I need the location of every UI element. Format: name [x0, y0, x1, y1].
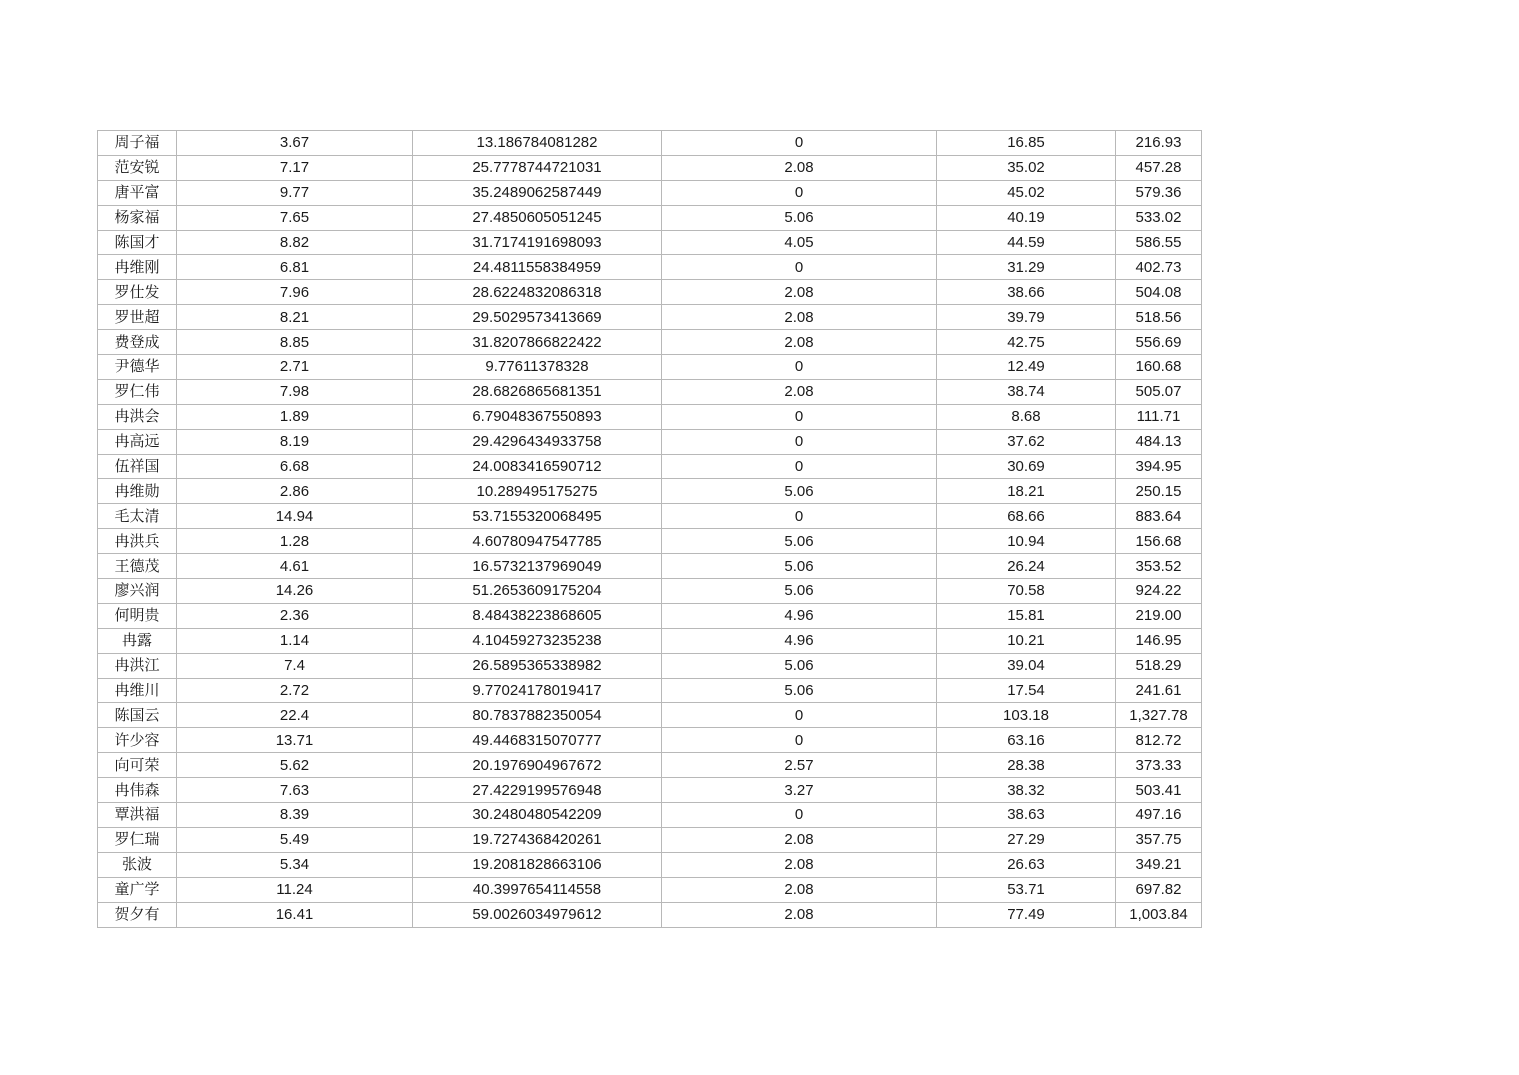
value-cell-4: 30.69 — [937, 454, 1116, 479]
value-cell-1: 6.68 — [177, 454, 413, 479]
value-cell-4: 12.49 — [937, 355, 1116, 380]
table-row — [98, 778, 1202, 803]
value-cell-3: 2.08 — [662, 827, 937, 852]
table-row — [98, 379, 1202, 404]
value-cell-2: 31.8207866822422 — [413, 330, 662, 355]
table-row — [98, 529, 1202, 554]
value-cell-4: 38.66 — [937, 280, 1116, 305]
value-cell-1: 5.49 — [177, 827, 413, 852]
value-cell-5: 146.95 — [1116, 628, 1202, 653]
value-cell-1: 2.86 — [177, 479, 413, 504]
value-cell-1: 8.85 — [177, 330, 413, 355]
table-row — [98, 877, 1202, 902]
name-cell: 毛太清 — [98, 504, 177, 529]
value-cell-1: 1.28 — [177, 529, 413, 554]
value-cell-2: 30.2480480542209 — [413, 803, 662, 828]
value-cell-4: 68.66 — [937, 504, 1116, 529]
value-cell-4: 39.04 — [937, 653, 1116, 678]
name-cell: 冉洪兵 — [98, 529, 177, 554]
value-cell-5: 457.28 — [1116, 155, 1202, 180]
value-cell-4: 26.24 — [937, 554, 1116, 579]
table-body — [98, 131, 1202, 928]
value-cell-4: 39.79 — [937, 305, 1116, 330]
value-cell-4: 38.74 — [937, 379, 1116, 404]
value-cell-5: 586.55 — [1116, 230, 1202, 255]
name-cell: 罗仕发 — [98, 280, 177, 305]
value-cell-5: 504.08 — [1116, 280, 1202, 305]
value-cell-3: 5.06 — [662, 678, 937, 703]
value-cell-4: 40.19 — [937, 205, 1116, 230]
value-cell-1: 3.67 — [177, 131, 413, 156]
value-cell-2: 25.7778744721031 — [413, 155, 662, 180]
value-cell-3: 2.08 — [662, 155, 937, 180]
value-cell-1: 16.41 — [177, 902, 413, 927]
name-cell: 童广学 — [98, 877, 177, 902]
table-row — [98, 852, 1202, 877]
value-cell-1: 8.39 — [177, 803, 413, 828]
name-cell: 尹德华 — [98, 355, 177, 380]
value-cell-3: 0 — [662, 355, 937, 380]
value-cell-2: 26.5895365338982 — [413, 653, 662, 678]
value-cell-2: 4.60780947547785 — [413, 529, 662, 554]
name-cell: 张波 — [98, 852, 177, 877]
value-cell-4: 10.21 — [937, 628, 1116, 653]
value-cell-3: 0 — [662, 454, 937, 479]
table-row — [98, 280, 1202, 305]
value-cell-2: 27.4850605051245 — [413, 205, 662, 230]
name-cell: 冉伟森 — [98, 778, 177, 803]
table-row — [98, 155, 1202, 180]
value-cell-4: 27.29 — [937, 827, 1116, 852]
value-cell-4: 42.75 — [937, 330, 1116, 355]
value-cell-3: 5.06 — [662, 554, 937, 579]
value-cell-5: 697.82 — [1116, 877, 1202, 902]
value-cell-4: 17.54 — [937, 678, 1116, 703]
value-cell-3: 5.06 — [662, 579, 937, 604]
value-cell-1: 11.24 — [177, 877, 413, 902]
table-row — [98, 703, 1202, 728]
table-row — [98, 902, 1202, 927]
value-cell-1: 2.72 — [177, 678, 413, 703]
value-cell-1: 2.71 — [177, 355, 413, 380]
value-cell-5: 883.64 — [1116, 504, 1202, 529]
value-cell-4: 45.02 — [937, 180, 1116, 205]
name-cell: 冉维刚 — [98, 255, 177, 280]
value-cell-4: 8.68 — [937, 404, 1116, 429]
name-cell: 向可荣 — [98, 753, 177, 778]
name-cell: 冉洪会 — [98, 404, 177, 429]
name-cell: 伍祥国 — [98, 454, 177, 479]
value-cell-5: 1,327.78 — [1116, 703, 1202, 728]
value-cell-5: 160.68 — [1116, 355, 1202, 380]
name-cell: 罗世超 — [98, 305, 177, 330]
value-cell-5: 1,003.84 — [1116, 902, 1202, 927]
value-cell-4: 10.94 — [937, 529, 1116, 554]
value-cell-2: 24.0083416590712 — [413, 454, 662, 479]
value-cell-5: 924.22 — [1116, 579, 1202, 604]
name-cell: 冉露 — [98, 628, 177, 653]
table-row — [98, 255, 1202, 280]
value-cell-5: 357.75 — [1116, 827, 1202, 852]
value-cell-3: 2.08 — [662, 280, 937, 305]
table-row — [98, 753, 1202, 778]
value-cell-4: 70.58 — [937, 579, 1116, 604]
value-cell-4: 77.49 — [937, 902, 1116, 927]
value-cell-1: 1.89 — [177, 404, 413, 429]
value-cell-4: 18.21 — [937, 479, 1116, 504]
name-cell: 何明贵 — [98, 603, 177, 628]
value-cell-1: 7.63 — [177, 778, 413, 803]
value-cell-4: 44.59 — [937, 230, 1116, 255]
table-row — [98, 131, 1202, 156]
value-cell-3: 2.08 — [662, 379, 937, 404]
name-cell: 冉维勋 — [98, 479, 177, 504]
value-cell-3: 4.96 — [662, 603, 937, 628]
value-cell-3: 4.05 — [662, 230, 937, 255]
table-row — [98, 554, 1202, 579]
value-cell-4: 16.85 — [937, 131, 1116, 156]
name-cell: 冉维川 — [98, 678, 177, 703]
value-cell-5: 556.69 — [1116, 330, 1202, 355]
value-cell-1: 7.17 — [177, 155, 413, 180]
value-cell-1: 5.62 — [177, 753, 413, 778]
table-row — [98, 479, 1202, 504]
value-cell-5: 394.95 — [1116, 454, 1202, 479]
value-cell-4: 31.29 — [937, 255, 1116, 280]
value-cell-2: 28.6224832086318 — [413, 280, 662, 305]
name-cell: 冉洪江 — [98, 653, 177, 678]
value-cell-2: 8.48438223868605 — [413, 603, 662, 628]
value-cell-2: 10.289495175275 — [413, 479, 662, 504]
table-row — [98, 603, 1202, 628]
value-cell-3: 0 — [662, 404, 937, 429]
value-cell-5: 497.16 — [1116, 803, 1202, 828]
data-table — [97, 130, 1202, 928]
value-cell-5: 349.21 — [1116, 852, 1202, 877]
table-row — [98, 678, 1202, 703]
value-cell-5: 373.33 — [1116, 753, 1202, 778]
value-cell-3: 4.96 — [662, 628, 937, 653]
value-cell-3: 5.06 — [662, 529, 937, 554]
table-row — [98, 728, 1202, 753]
value-cell-5: 156.68 — [1116, 529, 1202, 554]
name-cell: 贺夕有 — [98, 902, 177, 927]
value-cell-3: 5.06 — [662, 205, 937, 230]
value-cell-3: 0 — [662, 504, 937, 529]
name-cell: 罗仁瑞 — [98, 827, 177, 852]
value-cell-5: 579.36 — [1116, 180, 1202, 205]
value-cell-4: 26.63 — [937, 852, 1116, 877]
name-cell: 罗仁伟 — [98, 379, 177, 404]
value-cell-4: 38.63 — [937, 803, 1116, 828]
value-cell-2: 28.6826865681351 — [413, 379, 662, 404]
value-cell-5: 216.93 — [1116, 131, 1202, 156]
value-cell-5: 484.13 — [1116, 429, 1202, 454]
value-cell-3: 2.08 — [662, 852, 937, 877]
value-cell-5: 518.56 — [1116, 305, 1202, 330]
value-cell-5: 812.72 — [1116, 728, 1202, 753]
value-cell-1: 22.4 — [177, 703, 413, 728]
value-cell-1: 6.81 — [177, 255, 413, 280]
value-cell-3: 2.57 — [662, 753, 937, 778]
value-cell-5: 503.41 — [1116, 778, 1202, 803]
value-cell-1: 1.14 — [177, 628, 413, 653]
value-cell-2: 19.7274368420261 — [413, 827, 662, 852]
value-cell-1: 8.21 — [177, 305, 413, 330]
value-cell-1: 14.26 — [177, 579, 413, 604]
name-cell: 周子福 — [98, 131, 177, 156]
value-cell-3: 5.06 — [662, 653, 937, 678]
value-cell-4: 37.62 — [937, 429, 1116, 454]
value-cell-2: 49.4468315070777 — [413, 728, 662, 753]
name-cell: 陈国云 — [98, 703, 177, 728]
value-cell-2: 9.77611378328 — [413, 355, 662, 380]
value-cell-2: 13.186784081282 — [413, 131, 662, 156]
value-cell-1: 2.36 — [177, 603, 413, 628]
value-cell-2: 31.7174191698093 — [413, 230, 662, 255]
table-row — [98, 305, 1202, 330]
value-cell-2: 6.79048367550893 — [413, 404, 662, 429]
name-cell: 廖兴润 — [98, 579, 177, 604]
value-cell-5: 533.02 — [1116, 205, 1202, 230]
name-cell: 唐平富 — [98, 180, 177, 205]
value-cell-2: 19.2081828663106 — [413, 852, 662, 877]
name-cell: 陈国才 — [98, 230, 177, 255]
name-cell: 费登成 — [98, 330, 177, 355]
value-cell-5: 353.52 — [1116, 554, 1202, 579]
value-cell-3: 0 — [662, 180, 937, 205]
name-cell: 范安锐 — [98, 155, 177, 180]
value-cell-1: 14.94 — [177, 504, 413, 529]
value-cell-2: 40.3997654114558 — [413, 877, 662, 902]
name-cell: 王德茂 — [98, 554, 177, 579]
value-cell-3: 0 — [662, 429, 937, 454]
value-cell-1: 4.61 — [177, 554, 413, 579]
value-cell-5: 518.29 — [1116, 653, 1202, 678]
value-cell-3: 5.06 — [662, 479, 937, 504]
name-cell: 冉高远 — [98, 429, 177, 454]
value-cell-4: 103.18 — [937, 703, 1116, 728]
value-cell-1: 8.82 — [177, 230, 413, 255]
value-cell-3: 2.08 — [662, 877, 937, 902]
value-cell-2: 27.4229199576948 — [413, 778, 662, 803]
value-cell-3: 0 — [662, 728, 937, 753]
value-cell-1: 13.71 — [177, 728, 413, 753]
value-cell-3: 0 — [662, 803, 937, 828]
value-cell-2: 20.1976904967672 — [413, 753, 662, 778]
value-cell-4: 35.02 — [937, 155, 1116, 180]
value-cell-3: 2.08 — [662, 330, 937, 355]
value-cell-3: 3.27 — [662, 778, 937, 803]
value-cell-1: 7.4 — [177, 653, 413, 678]
table-row — [98, 827, 1202, 852]
value-cell-1: 7.65 — [177, 205, 413, 230]
value-cell-5: 241.61 — [1116, 678, 1202, 703]
value-cell-4: 28.38 — [937, 753, 1116, 778]
table-row — [98, 180, 1202, 205]
table-row — [98, 504, 1202, 529]
table-row — [98, 429, 1202, 454]
value-cell-3: 2.08 — [662, 305, 937, 330]
value-cell-5: 505.07 — [1116, 379, 1202, 404]
value-cell-3: 0 — [662, 255, 937, 280]
value-cell-5: 111.71 — [1116, 404, 1202, 429]
value-cell-2: 24.4811558384959 — [413, 255, 662, 280]
table-row — [98, 230, 1202, 255]
table-row — [98, 653, 1202, 678]
value-cell-1: 8.19 — [177, 429, 413, 454]
value-cell-1: 7.96 — [177, 280, 413, 305]
value-cell-2: 29.4296434933758 — [413, 429, 662, 454]
value-cell-2: 29.5029573413669 — [413, 305, 662, 330]
value-cell-4: 63.16 — [937, 728, 1116, 753]
value-cell-3: 0 — [662, 703, 937, 728]
table-row — [98, 404, 1202, 429]
value-cell-4: 38.32 — [937, 778, 1116, 803]
value-cell-2: 51.2653609175204 — [413, 579, 662, 604]
value-cell-3: 2.08 — [662, 902, 937, 927]
table-row — [98, 803, 1202, 828]
name-cell: 许少容 — [98, 728, 177, 753]
table-row — [98, 355, 1202, 380]
value-cell-3: 0 — [662, 131, 937, 156]
name-cell: 覃洪福 — [98, 803, 177, 828]
table-row — [98, 454, 1202, 479]
table-row — [98, 205, 1202, 230]
value-cell-2: 80.7837882350054 — [413, 703, 662, 728]
value-cell-2: 9.77024178019417 — [413, 678, 662, 703]
value-cell-1: 5.34 — [177, 852, 413, 877]
value-cell-4: 53.71 — [937, 877, 1116, 902]
table-row — [98, 579, 1202, 604]
value-cell-2: 53.7155320068495 — [413, 504, 662, 529]
table-row — [98, 628, 1202, 653]
value-cell-2: 35.2489062587449 — [413, 180, 662, 205]
value-cell-4: 15.81 — [937, 603, 1116, 628]
table-row — [98, 330, 1202, 355]
name-cell: 杨家福 — [98, 205, 177, 230]
value-cell-5: 219.00 — [1116, 603, 1202, 628]
value-cell-2: 16.5732137969049 — [413, 554, 662, 579]
value-cell-2: 59.0026034979612 — [413, 902, 662, 927]
value-cell-5: 402.73 — [1116, 255, 1202, 280]
value-cell-5: 250.15 — [1116, 479, 1202, 504]
value-cell-2: 4.10459273235238 — [413, 628, 662, 653]
value-cell-1: 7.98 — [177, 379, 413, 404]
value-cell-1: 9.77 — [177, 180, 413, 205]
